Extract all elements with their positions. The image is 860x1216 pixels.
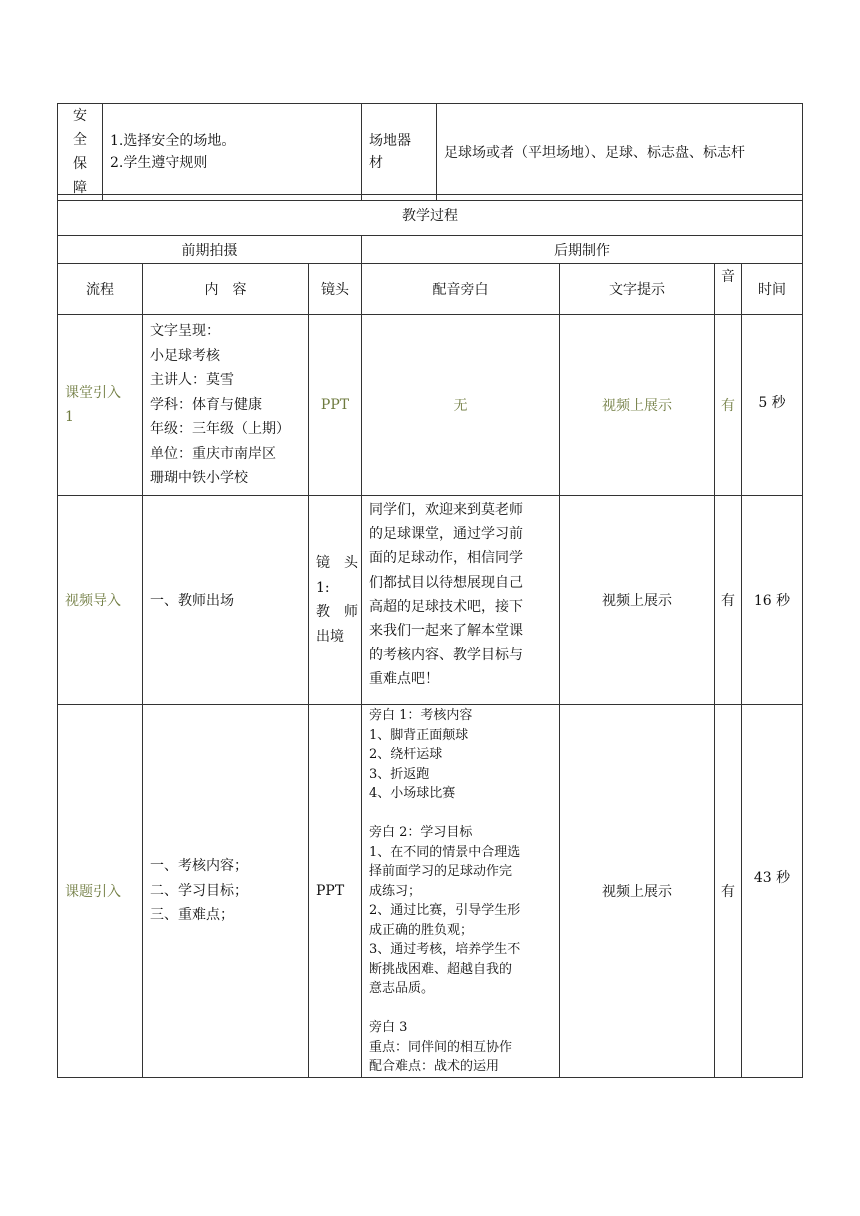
voiceover-line: 高超的足球技术吧，接下 [369, 598, 523, 615]
table-row [58, 315, 803, 496]
voiceover-line: 断挑战困难、超越自我的 [369, 961, 513, 977]
flow-line: 课堂引入 [65, 384, 121, 401]
process-title: 教学过程 [58, 195, 803, 236]
row1-flow [58, 315, 143, 496]
row1-time: 5 秒 [742, 315, 803, 496]
row3-shot: PPT [309, 705, 362, 1078]
voiceover-line: 们都拭目以待想展现自己 [369, 574, 523, 591]
voiceover-spacer [369, 999, 556, 1019]
row2-flow: 视频导入 [58, 496, 143, 705]
venue-label [362, 104, 437, 201]
group-pre-production: 前期拍摄 [58, 236, 362, 264]
header-time: 时间 [742, 264, 803, 315]
process-table [57, 194, 803, 1078]
content-line: 主讲人：莫雪 [150, 372, 234, 389]
safety-label-char: 障 [73, 180, 87, 196]
voiceover-line: 2、通过比赛，引导学生形 [369, 903, 521, 918]
row2-caption: 视频上展示 [560, 496, 715, 705]
safety-label [58, 104, 103, 201]
voiceover-line: 1、脚背正面颠球 [369, 727, 469, 743]
row1-shot: PPT [309, 315, 362, 496]
voiceover-line: 2、绕杆运球 [369, 747, 443, 762]
row2-audio: 有 [715, 496, 742, 705]
voiceover-line: 3、折返跑 [369, 766, 430, 782]
venue-equipment: 足球场或者（平坦场地）、足球、标志盘、标志杆 [437, 104, 803, 201]
safety-item: 1.选择安全的场地。 [110, 133, 236, 149]
content-line: 文字呈现： [150, 323, 220, 340]
row2-content: 一、教师出场 [143, 496, 309, 705]
voiceover-line: 的考核内容、教学目标与 [369, 647, 523, 664]
row2-voiceover [362, 496, 560, 705]
table-row [58, 496, 803, 705]
safety-label-char: 全 [73, 132, 87, 148]
voiceover-line: 重点：同伴间的相互协作 [369, 1039, 513, 1055]
voiceover-line: 的足球课堂，通过学习前 [369, 526, 523, 543]
shot-line: 出境 [316, 628, 344, 645]
safety-item: 2.学生遵守规则 [110, 155, 208, 171]
table-row [58, 705, 803, 1078]
group-post-production: 后期制作 [362, 236, 803, 264]
row3-time: 43 秒 [742, 705, 803, 1078]
venue-label-line: 材 [369, 155, 383, 171]
content-line: 学科：体育与健康 [150, 396, 262, 413]
header-caption: 文字提示 [560, 264, 715, 315]
header-content: 内 容 [143, 264, 309, 315]
row3-flow: 课题引入 [58, 705, 143, 1078]
safety-label-char: 安 [73, 108, 87, 124]
row1-content [143, 315, 309, 496]
header-voiceover: 配音旁白 [362, 264, 560, 315]
voiceover-line: 同学们，欢迎来到莫老师 [369, 502, 523, 518]
voiceover-line: 旁白 1：考核内容 [369, 708, 473, 723]
voiceover-line: 1、在不同的情景中合理选 [369, 844, 521, 860]
shot-line: 教 师 [316, 604, 358, 620]
voiceover-line: 配合难点：战术的运用 [369, 1059, 500, 1074]
safety-label-char: 保 [73, 156, 87, 172]
content-line: 小足球考核 [150, 347, 220, 364]
content-line: 珊瑚中铁小学校 [150, 470, 248, 487]
safety-items [103, 104, 362, 201]
voiceover-line: 成练习； [369, 883, 422, 899]
content-line: 二、学习目标； [150, 882, 248, 899]
row3-audio: 有 [715, 705, 742, 1078]
header-flow: 流程 [58, 264, 143, 315]
shot-line: 1: [316, 579, 330, 596]
venue-label-line: 场地器 [369, 133, 411, 149]
voiceover-line: 3、通过考核，培养学生不 [369, 942, 521, 957]
row2-shot [309, 496, 362, 705]
voiceover-line: 意志品质。 [369, 981, 435, 996]
content-line: 年级：三年级（上期） [150, 421, 290, 438]
row1-audio: 有 [715, 315, 742, 496]
row3-voiceover [362, 705, 560, 1078]
row2-time: 16 秒 [742, 496, 803, 705]
voiceover-line: 4、小场球比赛 [369, 786, 456, 801]
voiceover-line: 择前面学习的足球动作完 [369, 864, 513, 879]
content-line: 一、考核内容； [150, 858, 248, 874]
voiceover-line: 重难点吧！ [369, 671, 439, 688]
voiceover-line: 面的足球动作，相信同学 [369, 550, 523, 567]
voiceover-spacer [369, 804, 556, 824]
row1-caption: 视频上展示 [560, 315, 715, 496]
voiceover-line: 旁白 3 [369, 1020, 408, 1035]
header-audio: 音 [715, 264, 742, 315]
row3-content [143, 705, 309, 1078]
content-line: 三、重难点； [150, 907, 234, 923]
row3-caption: 视频上展示 [560, 705, 715, 1078]
safety-table [57, 103, 803, 201]
flow-line: 1 [65, 409, 74, 425]
row1-voiceover: 无 [362, 315, 560, 496]
header-shot: 镜头 [309, 264, 362, 315]
voiceover-line: 成正确的胜负观； [369, 922, 474, 938]
shot-line: 镜 头 [316, 555, 358, 571]
voiceover-line: 旁白 2：学习目标 [369, 825, 473, 840]
content-line: 单位：重庆市南岸区 [150, 445, 276, 462]
voiceover-line: 来我们一起来了解本堂课 [369, 623, 523, 640]
